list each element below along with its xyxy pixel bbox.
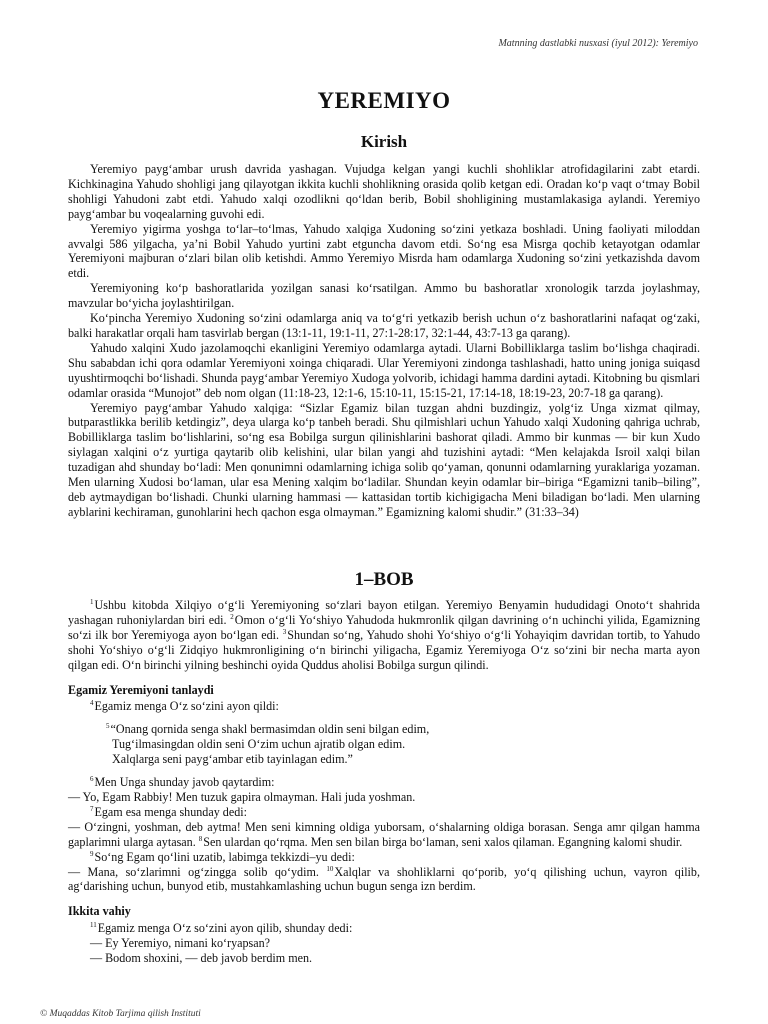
verse-text: Omon o‘g‘li Yo‘shiyo Yahudoda hukmronlik qilgan davrining o‘n uchinchi yilida, Egamizning so‘zi ilk bor Yeremiyoga ayon bo‘lgan edi. (68, 612, 701, 642)
verse-text: Men Unga shunday javob qaytardim: (94, 775, 275, 790)
intro-paragraph: Yeremiyo payg‘ambar urush davrida yashagan. Vujudga kelgan yangi kuchli shohliklar atrofidagilarini zabt etardi. Kichkinagina Yahudo shohligi jang qilayotgan ikkita kuchli shohlikning orasida qolib ketgan edi. Oradan ko‘p vaqt o‘tmay Bobil shohligi Yahudoni zabt etdi. Yahudo xalqi ozodlikni qo‘ldan berib, Bobil shohligining mustamlakasiga aylandi. Yeremiyo payg‘ambar bu voqealarning guvohi edi. (68, 162, 700, 221)
verse-line (68, 805, 700, 820)
verse-text: Sen ulardan qo‘rqma. Men sen bilan birga bo‘laman, seni xalos qilaman. Egangning kalomi shudir. (203, 834, 683, 849)
poem-text: “Onang qornida senga shakl bermasimdan oldin seni bilgan edim, (110, 722, 430, 737)
intro-paragraph: Yeremiyoning ko‘p bashoratlarida yozilgan sanasi ko‘rsatilgan. Ammo bu bashoratlar xronologik tarzda joylashmay, mavzular bo‘yicha joylashtirilgan. (68, 281, 700, 311)
intro-section (68, 162, 700, 520)
section-heading: Ikkita vahiy (68, 904, 131, 919)
verse-line (68, 775, 700, 790)
verse-number: 2 (230, 612, 234, 621)
verse-line (68, 850, 700, 865)
intro-paragraph: Yeremiyo payg‘ambar Yahudo xalqiga: “Sizlar Egamiz bilan tuzgan ahdni buzdingiz, yolg‘iz Unga xizmat qilmay, butparastlikka berilib ketdingiz”, deya ularga ko‘p tanbeh beradi. Shu qilmishlari uchun Yahudo xalqi Xudoning qahriga uchrab, Bobilliklarga taslim bo‘lishlarini, so‘ng esa Bobilga surgun qilinishlarini bashorat qiladi. Ammo bir kunmas — bir kun Xudo siylagan xalqini o‘z yurtiga qaytarib olib kelishini, ular bilan yangi ahd tuzishini aytadi: “Men kelajakda Isroil xalqi bilan tuzadigan ahd shunday bo‘ladi: Men qonunimni odamlarning ichiga solib qo‘yaman, qonunni odamlarning yuraklariga yozaman. Men ularning Xudosi bo‘laman, ular esa Mening xalqim bo‘ladilar. Shundan keyin odamlar bir–biriga “Egamizni tanib–biling”, deb aytmaydigan bo‘lishadi. Chunki ularning hammasi — kattasidan tortib kichigigacha Meni biladigan bo‘ladi. Men ularning ayblarini kechiraman, gunohlarini hech qachon esga olmayman.” Egamizning kalomi shudir.” (31:33–34) (68, 400, 700, 519)
poem-line: Tug‘ilmasingdan oldin seni O‘zim uchun ajratib olgan edim. (112, 737, 406, 752)
poem-block (68, 722, 700, 767)
verse-text: Egamiz menga O‘z so‘zini ayon qilib, shunday dedi: (97, 921, 353, 936)
verse-number: 11 (90, 921, 97, 930)
verse-text: So‘ng Egam qo‘lini uzatib, labimga tekkizdi–yu dedi: (94, 849, 355, 864)
verse-text: — O‘zingni, yoshman, deb aytma! Men seni kimning oldiga yuborsam, o‘shalarning oldiga borasan. Senga amr qilgan hamma gaplarimni ularga aytasan. (68, 819, 700, 849)
intro-paragraph: Yahudo xalqini Xudo jazolamoqchi ekanligini Yeremiyo odamlarga aytadi. Ularni Bobilliklarga taslim bo‘lishga chaqiradi. Shu sababdan ichi qora odamlar Yeremiyoni xoinga chiqaradi. Ular Yeremiyoni zindonga tashlashadi, hatto uning joniga suiqasd uyushtirmoqchi bo‘lishadi. Shunda payg‘ambar Yeremiyo Xudoga yolvorib, ichidagi hamma dardini aytadi. Kitobning bu qismlari odamlar orasida “Munojot” deb nom olgan (11:18-23, 12:1-6, 15:10-11, 15:15-21, 17:14-18, 18:19-23, 20:7-18 ga qarang). (68, 340, 700, 400)
chapter-heading: 1–BOB (354, 569, 414, 590)
dialogue-line: — Ey Yeremiyo, nimani ko‘ryapsan? (90, 936, 271, 951)
opening-paragraph (68, 598, 700, 673)
dialogue-line (68, 865, 700, 895)
dialogue-line (68, 820, 700, 850)
intro-paragraph: Yeremiyo yigirma yoshga to‘lar–to‘lmas, Yahudo xalqiga Xudoning so‘zini yetkaza boshladi. Uning faoliyati miloddan avvalgi 586 yilgacha, ya’ni Bobil Yahudo yurtini zabt etguncha davom etdi. So‘ng esa Misrga qochib ketayotgan odamlar Yeremiyoni majburan o‘zlari bilan olib ketishdi. Ammo Yeremiyo Misrda ham odamlarga Xudoning so‘zini yetkazishda davom etdi. (68, 221, 700, 281)
section-heading: Egamiz Yeremiyoni tanlaydi (68, 682, 214, 697)
running-header: Matnning dastlabki nusxasi (iyul 2012): Yeremiyo (498, 38, 698, 49)
verse-number: 9 (90, 849, 94, 858)
verse-number: 7 (90, 804, 94, 813)
intro-paragraph: Ko‘pincha Yeremiyo Xudoning so‘zini odamlarga aniq va to‘g‘ri yetkazib berish uchun o‘z bashoratlarini nafaqat og‘zaki, balki harakatlar orqali ham tasvirlab bergan (13:1-11, 19:1-11, 27:1-28:17, 32:1-44, 43:7-13 ga qarang). (68, 311, 700, 340)
verse-text: Egamiz menga O‘z so‘zini ayon qildi: (94, 699, 279, 714)
verse-line (68, 699, 700, 714)
dialogue-line: — Bodom shoxini, — deb javob berdim men. (90, 951, 313, 966)
poem-line (106, 722, 700, 737)
verse-line (68, 921, 700, 936)
verse-number: 1 (90, 598, 94, 606)
dialogue-line: — Yo, Egam Rabbiy! Men tuzuk gapira olmayman. Hali juda yoshman. (68, 789, 416, 804)
verse-number: 6 (90, 775, 94, 784)
verse-number: 8 (198, 834, 203, 843)
verse-text: — Mana, so‘zlarimni og‘zingga solib qo‘ydim. (68, 864, 327, 879)
chapter-body (68, 598, 700, 966)
verse-text: Egam esa menga shunday dedi: (94, 804, 247, 819)
verse-number: 10 (326, 864, 334, 873)
verse-text: Xalqlar va shohliklarni qo‘porib, yo‘q qilishing uchun, vayron qilib, ag‘darishing uchun, bunyod etib, mustahkamlashing uchun bugun senga izn berdim. (68, 864, 700, 894)
verse-text: Shundan so‘ng, Yahudo shohi Yo‘shiyo o‘g‘li Yohayiqim davridan tortib, to Yahudo shohi Yo‘shiyo o‘g‘li Zidqiyo hukmronligining o‘n birinchi yiligacha, Egamiz Yeremiyoga O‘z so‘zini bir necha marta ayon qilgan edi. O‘n birinchi yilning beshinchi oyida Quddus aholisi Bobilga surgun qilindi. (68, 627, 700, 672)
verse-text: Ushbu kitobda Xilqiyo o‘g‘li Yeremiyoning so‘zlari bayon etilgan. Yeremiyo Benyamin hududidagi Onoto‘t shahrida yashagan ruhoniylardan biri edi. (68, 598, 700, 627)
book-title: YEREMIYO (317, 88, 451, 113)
verse-number: 4 (90, 699, 94, 708)
intro-heading: Kirish (360, 132, 408, 151)
verse-number: 5 (106, 722, 110, 731)
poem-line: Xalqlarga seni payg‘ambar etib tayinlagan edim.” (112, 752, 353, 767)
verse-number: 3 (282, 627, 287, 636)
copyright-footer: © Muqaddas Kitob Tarjima qilish Instituti (40, 1009, 201, 1019)
